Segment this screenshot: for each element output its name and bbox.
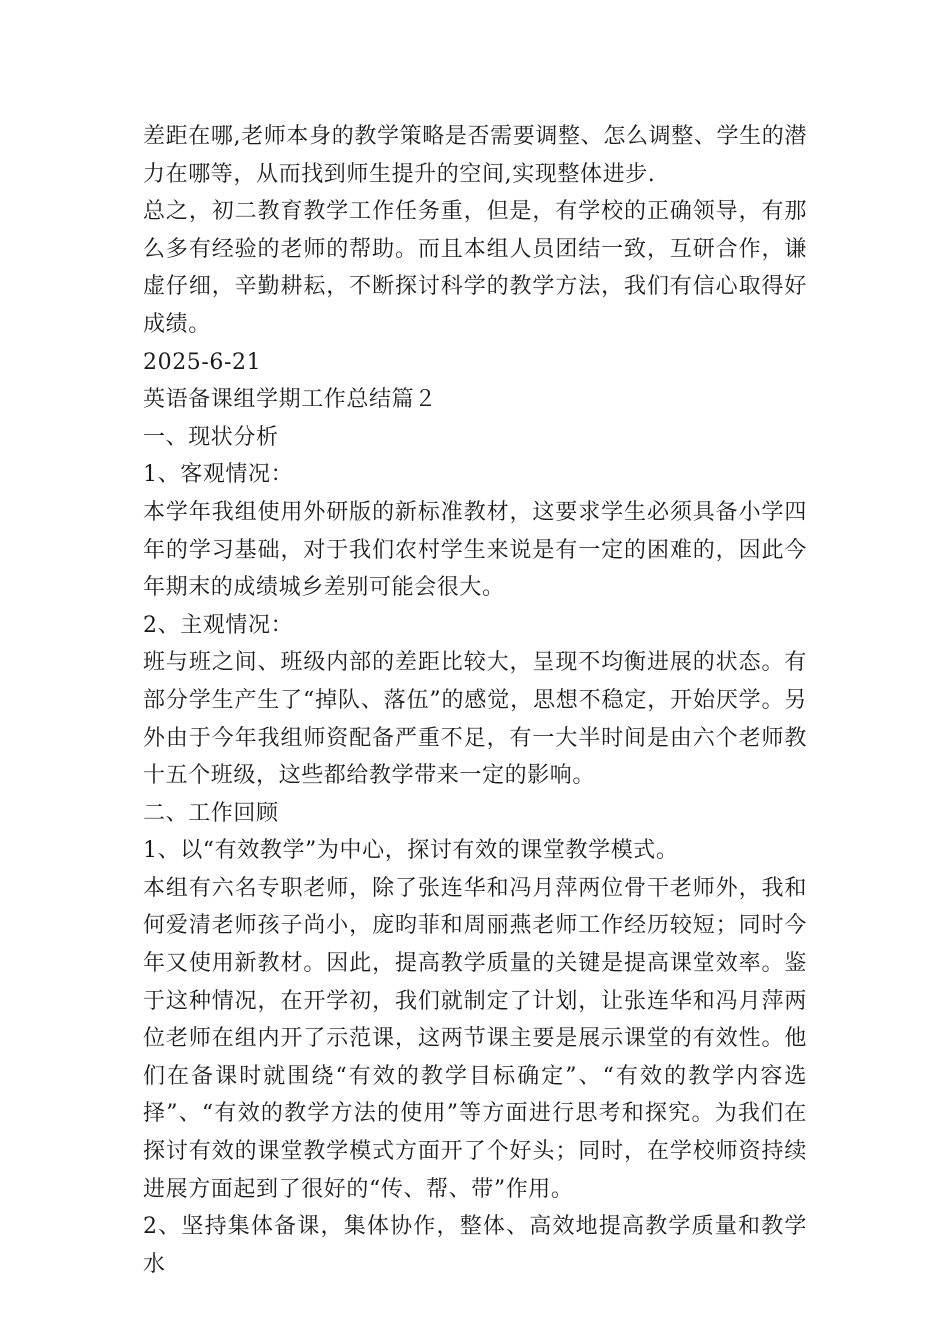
subheading-collective-prep: 2、坚持集体备课，集体协作，整体、高效地提高教学质量和教学水 (143, 1214, 807, 1277)
paragraph-conclusion: 总之，初二教育教学工作任务重，但是，有学校的正确领导，有那么多有经验的老师的帮助。而且本组人员团结一致，互研合作，谦虚仔细，辛勤耕耘，不断探讨科学的教学方法，我们有信心取得好成绩。 (143, 199, 807, 337)
heading-work-review: 二、工作回顾 (143, 800, 279, 826)
document-body (143, 118, 807, 1283)
paragraph-objective: 本学年我组使用外研版的新标准教材，这要求学生必须具备小学四年的学习基础，对于我们农村学生来说是有一定的困难的，因此今年期末的成绩城乡差别可能会很大。 (143, 499, 807, 601)
subheading-effective-teaching: 1、以“有效教学”为中心，探讨有效的课堂教学模式。 (143, 838, 679, 864)
document-date: 2025-6-21 (143, 349, 262, 375)
paragraph-subjective: 班与班之间、班级内部的差距比较大，呈现不均衡进展的状态。有部分学生产生了“掉队、落伍”的感觉，思想不稳定，开始厌学。另外由于今年我组师资配备严重不足，有一大半时间是由六个老师教十五个班级，这些都给教学带来一定的影响。 (143, 650, 807, 789)
paragraph-effective-teaching: 本组有六名专职老师，除了张连华和冯月萍两位骨干老师外，我和何爱清老师孩子尚小，庞昀菲和周丽燕老师工作经历较短；同时今年又使用新教材。因此，提高教学质量的关键是提高课堂效率。鉴于这种情况，在开学初，我们就制定了计划，让张连华和冯月萍两位老师在组内开了示范课，这两节课主要是展示课堂的有效性。他们在备课时就围绕“有效的教学目标确定”、“有效的教学内容选择”、“有效的教学方法的使用”等方面进行思考和探究。为我们在探讨有效的课堂教学模式方面开了个好头；同时，在学校师资持续进展方面起到了很好的“传、帮、带”作用。 (143, 875, 807, 1202)
section-title: 英语备课组学期工作总结篇２ (143, 387, 437, 413)
paragraph-gap-analysis: 差距在哪,老师本身的教学策略是否需要调整、怎么调整、学生的潜力在哪等，从而找到师生提升的空间,实现整体进步. (143, 124, 807, 187)
subheading-objective: 1、客观情况： (143, 462, 294, 488)
heading-status-analysis: 一、现状分析 (143, 424, 279, 450)
subheading-subjective: 2、主观情况： (143, 612, 294, 638)
